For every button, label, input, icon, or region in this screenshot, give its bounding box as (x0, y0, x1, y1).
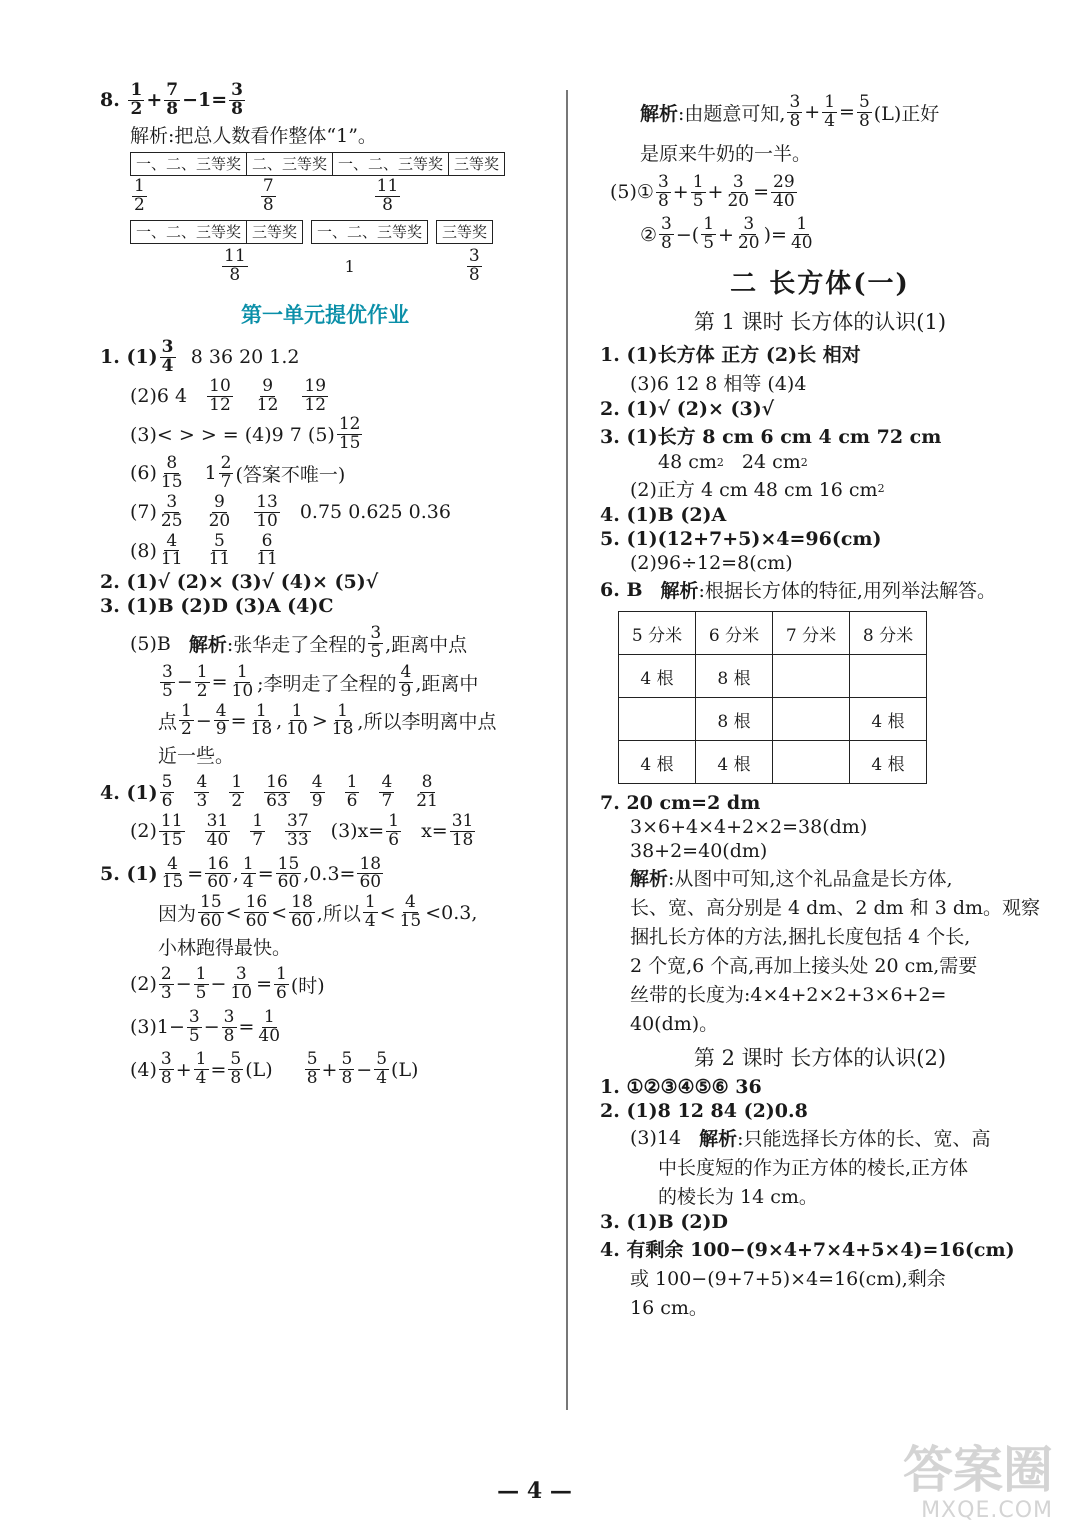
a2: 2. (1)√ (2)× (3)√ (4)× (5)√ (100, 571, 379, 594)
a1-7: (7) $\frac{3}{25}$ $\frac{9}{20}$ $\frac{13}{10}$ 0.75 0.625 0.36 (130, 491, 451, 531)
fraction: $\frac{8}{21}$ (416, 772, 438, 812)
l2-q2-3: (3)14 解析 :只能选择长方体的长、宽、高 (630, 1126, 991, 1151)
l2-q4: 4. 有剩余 100−(9×4+7×4+5×4)=16(cm) (600, 1239, 1015, 1262)
fraction: $\frac{1}{2}$ (130, 80, 143, 119)
fraction: $\frac{3}{4}$ (161, 337, 174, 376)
table-cell: 8 根 (696, 698, 773, 741)
fraction: $\frac{4}{7}$ (381, 772, 393, 812)
fraction: $\frac{31}{18}$ (451, 810, 474, 850)
a5-4: (4) $\frac{3}{8}$ + $\frac{1}{4}$ = $\frac{5}{8}$ (L) $\frac{5}{8}$ + $\frac{5}{8}$ − $\frac{5}{4}$ (L) (130, 1049, 419, 1089)
table-row (619, 698, 927, 741)
fraction: $\frac{1}{7}$ (252, 810, 264, 850)
l1-q5-2: (2)96÷12=8(cm) (630, 552, 793, 575)
a3-5: (5)B 解析 :张华走了全程的 $\frac{3}{5}$ ,距离中点 (130, 623, 468, 663)
table-cell (773, 655, 850, 698)
fraction: $\frac{1}{10}$ (231, 661, 254, 701)
l1-q7-analysis-4: 2 个宽,6 个高,再加上接头处 20 cm,需要 (630, 955, 978, 978)
fraction: $\frac{5}{11}$ (208, 530, 231, 570)
l1-q6: 6. B 解析 :根据长方体的特征,用列举法解答。 (600, 578, 996, 603)
l1-q1: 1. (1)长方体 正方 (2)长 相对 (600, 344, 861, 367)
table-cell: 4 根 (850, 741, 927, 784)
fraction: $\frac{3}{20}$ (727, 171, 750, 211)
l2-q4-line2: 或 100−(9+7+5)×4=16(cm),剩余 (630, 1268, 946, 1291)
fraction: $\frac{5}{8}$ (306, 1049, 318, 1089)
table-header (619, 612, 927, 655)
fraction: $\frac{11}{15}$ (160, 810, 183, 850)
a4-1: 4. (1) $\frac{5}{6}$ $\frac{4}{3}$ $\frac{1}{2}$ $\frac{16}{63}$ $\frac{4}{9}$ $\frac{1}{6}$ $\frac{4}{7}$ $\frac{8}{21}$ (100, 772, 438, 812)
fraction: $\frac{1}{5}$ (195, 964, 207, 1003)
a5-1: 5. (1) $\frac{4}{15}$ = $\frac{16}{60}$ , $\frac{1}{4}$ = $\frac{15}{60}$ ,0.3= $\frac{18}{60}$ (100, 853, 382, 893)
a1-1: 1. (1) $\frac{3}{4}$ 8 36 20 1.2 (100, 337, 300, 376)
prize-diagram-a: 一、二、三等奖 二、三等奖 一、二、三等奖 三等奖 (130, 152, 550, 176)
fraction: $\frac{1}{40}$ (790, 214, 813, 254)
a5-3: (3)1− $\frac{3}{5}$ − $\frac{3}{8}$ = $\frac{1}{40}$ (130, 1006, 281, 1046)
a5-1-line3: 小林跑得最快。 (158, 937, 292, 959)
l1-q7-analysis: 解析 :从图中可知,这个礼品盒是长方体, (630, 868, 953, 891)
fraction: $\frac{3}{10}$ (230, 964, 253, 1003)
page-number: — 4 — (497, 1478, 572, 1504)
fraction: $\frac{7}{8}$ (166, 80, 179, 119)
fraction: $\frac{9}{12}$ (256, 375, 279, 415)
fraction: $\frac{1}{2}$ (231, 772, 243, 812)
fraction: $\frac{5}{8}$ (858, 92, 870, 131)
a3-5-line2: $\frac{3}{5}$ − $\frac{1}{2}$ = $\frac{1}{10}$ ;李明走了全程的 $\frac{4}{9}$ ,距离中 (162, 661, 479, 701)
fraction: $\frac{16}{60}$ (207, 853, 229, 893)
fraction: $\frac{8}{15}$ (160, 453, 183, 492)
table-cell: 8 分米 (850, 612, 927, 655)
r1: 解析 :由题意可知, $\frac{3}{8}$ + $\frac{1}{4}$ = $\frac{5}{8}$ (L)正好 (640, 92, 940, 131)
chapter-title: 二 长方体(一) (730, 269, 910, 300)
r5-1: (5)① $\frac{3}{8}$ + $\frac{1}{5}$ + $\frac{3}{20}$ = $\frac{29}{40}$ (610, 171, 795, 211)
right-column (600, 92, 1040, 1322)
fraction: $\frac{4}{9}$ (215, 700, 227, 740)
a3-5-line3: 点 $\frac{1}{2}$ − $\frac{4}{9}$ = $\frac{1}{18}$ , $\frac{1}{10}$ > $\frac{1}{18}$ ,所以李明离中点 (158, 700, 497, 740)
fraction: $\frac{3}{20}$ (737, 214, 760, 254)
fraction: $\frac{3}{8}$ (657, 171, 669, 211)
fraction: $\frac{5}{6}$ (161, 772, 173, 812)
table-cell: 4 根 (619, 741, 696, 784)
table-cell: 6 分米 (696, 612, 773, 655)
fraction: $\frac{1}{2}$ (134, 175, 145, 215)
fraction: $\frac{5}{8}$ (341, 1049, 353, 1089)
fraction: $\frac{3}{8}$ (468, 246, 480, 286)
fraction: $\frac{1}{10}$ (286, 700, 308, 740)
fraction: $\frac{9}{20}$ (208, 491, 231, 531)
table-cell: 4 根 (850, 698, 927, 741)
fraction: $\frac{3}{5}$ (188, 1006, 200, 1046)
fraction: $\frac{1}{40}$ (258, 1006, 281, 1046)
l2-q2-3-line3: 的棱长为 14 cm。 (658, 1186, 818, 1209)
table-cell (619, 698, 696, 741)
fraction: $\frac{1}{4}$ (195, 1049, 207, 1089)
table-cell (773, 698, 850, 741)
a3-5-line4: 近一些。 (158, 745, 235, 768)
fraction: $\frac{37}{33}$ (287, 810, 309, 850)
fraction: $\frac{15}{60}$ (277, 853, 300, 893)
fraction: $\frac{1}{4}$ (364, 892, 376, 932)
l1-q7-line3: 38+2=40(dm) (630, 840, 768, 863)
fraction: $\frac{1}{5}$ (692, 171, 704, 211)
l2-q1: 1. ①②③④⑤⑥ 36 (600, 1076, 762, 1099)
l1-q3-areas: 48 cm 2 24 cm 2 (658, 451, 808, 474)
fraction: $\frac{1}{4}$ (824, 92, 836, 131)
fraction: $\frac{11}{8}$ (224, 246, 246, 286)
fraction: $\frac{1}{2}$ (196, 661, 208, 701)
fraction: $\frac{3}{8}$ (231, 80, 243, 119)
l1-q3-square: (2)正方 4 cm 48 cm 16 cm 2 (630, 479, 885, 502)
r1-line2: 是原来牛奶的一半。 (640, 142, 812, 165)
table-cell: 5 分米 (619, 612, 696, 655)
section-title: 第一单元提优作业 (241, 303, 409, 328)
fraction: $\frac{3}{8}$ (661, 214, 672, 254)
fraction: $\frac{4}{15}$ (161, 853, 184, 893)
fraction: $\frac{2}{7}$ (220, 453, 232, 492)
fraction: $\frac{4}{15}$ (399, 892, 422, 932)
fraction: $\frac{12}{15}$ (338, 414, 361, 454)
l1-q2: 2. (1)√ (2)× (3)√ (600, 398, 775, 421)
l1-q7-analysis-2: 长、宽、高分别是 4 dm、2 dm 和 3 dm。观察 (630, 897, 1041, 920)
fraction: $\frac{3}{8}$ (223, 1006, 235, 1046)
a1-2: (2)6 4 $\frac{10}{12}$ $\frac{9}{12}$ $\frac{19}{12}$ (130, 375, 327, 415)
fraction: $\frac{7}{8}$ (262, 175, 274, 215)
fraction: $\frac{1}{5}$ (703, 214, 715, 254)
table-cell (773, 741, 850, 784)
table-row (619, 741, 927, 784)
fraction: $\frac{31}{40}$ (206, 810, 229, 850)
fraction: $\frac{3}{5}$ (162, 661, 173, 701)
fraction: $\frac{1}{18}$ (331, 700, 354, 740)
fraction: $\frac{1}{4}$ (242, 853, 254, 893)
watermark-url: MXQE.COM (921, 1498, 1053, 1523)
table-cell: 4 根 (619, 655, 696, 698)
fraction: $\frac{1}{2}$ (181, 700, 192, 740)
l1-q4: 4. (1)B (2)A (600, 504, 727, 527)
l1-q7-analysis-6: 40(dm)。 (630, 1013, 719, 1036)
fraction: $\frac{3}{8}$ (789, 92, 801, 131)
fraction: $\frac{4}{11}$ (160, 530, 183, 570)
fraction: $\frac{1}{18}$ (250, 700, 273, 740)
l1-q5: 5. (1)(12+7+5)×4=96(cm) (600, 528, 882, 551)
fraction: $\frac{29}{40}$ (773, 171, 795, 211)
l1-q3: 3. (1)长方 8 cm 6 cm 4 cm 72 cm (600, 426, 942, 449)
table-cell: 8 根 (696, 655, 773, 698)
q8-equation: 8. $\frac{1}{2}$ + $\frac{7}{8}$ −1= $\frac{3}{8}$ (100, 80, 243, 119)
table-row (619, 655, 927, 698)
fraction: $\frac{16}{63}$ (266, 772, 288, 812)
fraction: $\frac{16}{60}$ (245, 892, 268, 932)
l2-q4-line3: 16 cm。 (630, 1297, 708, 1320)
a1-6: (6) $\frac{8}{15}$ 1 $\frac{2}{7}$ (答案不唯一) (130, 453, 346, 492)
l2-q3: 3. (1)B (2)D (600, 1211, 728, 1234)
table-cell (850, 655, 927, 698)
table-cell: 4 根 (696, 741, 773, 784)
a3: 3. (1)B (2)D (3)A (4)C (100, 595, 334, 618)
l1-q7-analysis-5: 丝带的长度为:4×4+2×2+3×6+2= (630, 984, 947, 1007)
fraction: $\frac{15}{60}$ (200, 892, 222, 932)
a5-2: (2) $\frac{2}{3}$ − $\frac{1}{5}$ − $\frac{3}{10}$ = $\frac{1}{6}$ (时) (130, 964, 325, 1003)
fraction: $\frac{1}{6}$ (346, 772, 358, 812)
fraction: $\frac{3}{5}$ (370, 623, 382, 663)
prize-diagram-b: 一、二、三等奖 三等奖 一、二、三等奖 三等奖 (130, 220, 550, 244)
fraction: $\frac{2}{3}$ (160, 964, 172, 1003)
rod-table (618, 611, 927, 784)
watermark (853, 1442, 1053, 1528)
fraction: $\frac{13}{10}$ (256, 491, 278, 531)
l1-q7-analysis-3: 捆扎长方体的方法,捆扎长度包括 4 个长, (630, 926, 971, 949)
l1-q7: 7. 20 cm=2 dm (600, 792, 761, 815)
prize-diagram-a-fractions (100, 175, 550, 215)
l2-q2: 2. (1)8 12 84 (2)0.8 (600, 1100, 808, 1123)
fraction: $\frac{10}{12}$ (209, 375, 231, 415)
fraction: $\frac{5}{8}$ (230, 1049, 242, 1089)
a4-2: (2) $\frac{11}{15}$ $\frac{31}{40}$ $\frac{1}{7}$ $\frac{37}{33}$ (3)x= $\frac{1}{6}$ x= $\frac{31}{18}$ (130, 810, 474, 850)
table-cell: 7 分米 (773, 612, 850, 655)
l1-q7-line2: 3×6+4×4+2×2=38(dm) (630, 816, 868, 839)
a1-8: (8) $\frac{4}{11}$ $\frac{5}{11}$ $\frac{6}{11}$ (130, 530, 278, 570)
fraction: $\frac{5}{4}$ (376, 1049, 388, 1089)
fraction: $\frac{3}{25}$ (160, 491, 183, 531)
fraction: $\frac{18}{60}$ (359, 853, 382, 893)
watermark-logo: 答案圈 (903, 1441, 1053, 1499)
l2-q2-3-line2: 中长度短的作为正方体的棱长,正方体 (658, 1157, 969, 1180)
fraction: $\frac{4}{9}$ (400, 661, 412, 701)
fraction: $\frac{1}{6}$ (388, 810, 400, 850)
l1-q1-cont: (3)6 12 8 相等 (4)4 (630, 373, 807, 396)
fraction: $\frac{11}{8}$ (376, 175, 399, 215)
a5-1-line2: 因为 $\frac{15}{60}$ < $\frac{16}{60}$ < $\frac{18}{60}$ ,所以 $\frac{1}{4}$ < $\frac{4}{15}$ <0.3, (158, 892, 478, 932)
r5-2: ② $\frac{3}{8}$ − ( $\frac{1}{5}$ + $\frac{3}{20}$ )= $\frac{1}{40}$ (640, 214, 813, 254)
a1-3: (3)< > > = (4)9 7 (5) $\frac{12}{15}$ (130, 414, 361, 454)
fraction: $\frac{18}{60}$ (291, 892, 313, 932)
fraction: $\frac{1}{6}$ (275, 964, 287, 1003)
fraction: $\frac{4}{3}$ (196, 772, 208, 812)
lesson-2-title: 第 2 课时 长方体的认识(2) (693, 1046, 947, 1071)
prize-diagram-b-fractions: $\frac{11}{8}$ 1 $\frac{3}{8}$ (224, 246, 480, 286)
q8-analysis: 解析:把总人数看作整体“1”。 (130, 124, 377, 147)
fraction: $\frac{4}{9}$ (311, 772, 323, 812)
fraction: $\frac{6}{11}$ (256, 530, 278, 570)
column-divider (566, 90, 568, 1410)
left-column (100, 80, 550, 1090)
lesson-1-title: 第 1 课时 长方体的认识(1) (693, 310, 947, 335)
fraction: $\frac{19}{12}$ (304, 375, 327, 415)
fraction: $\frac{3}{8}$ (160, 1049, 172, 1089)
